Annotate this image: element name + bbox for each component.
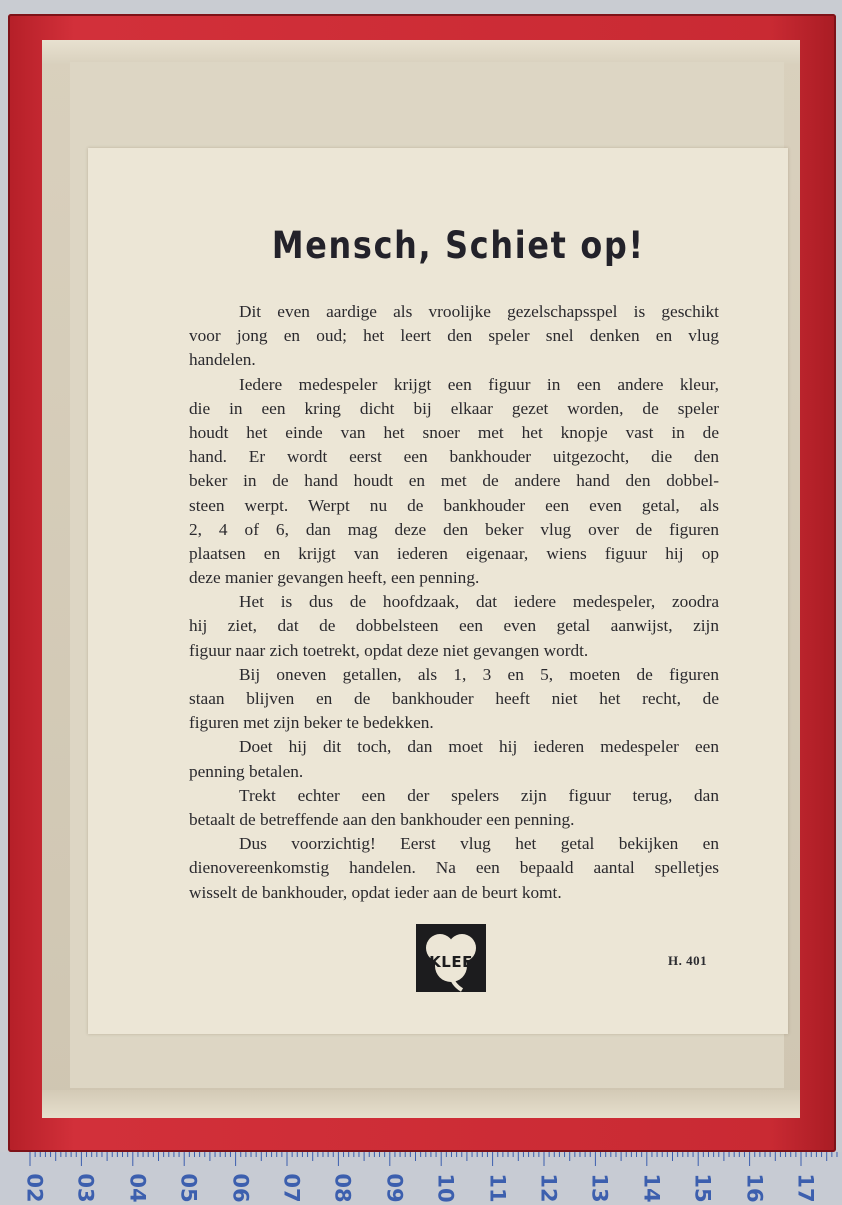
- ruler-label: 12: [536, 1173, 561, 1203]
- ruler-label: 15: [690, 1173, 715, 1203]
- rules-line: Het is dus de hoofdzaak, dat iedere medespeler, zoodra: [239, 592, 719, 612]
- rules-line: houdt het einde van het snoer met het knopje vast in de: [189, 422, 719, 442]
- rules-line: betaalt de betreffende aan den bankhouder een penning.: [189, 809, 575, 829]
- rules-line: penning betalen.: [189, 761, 304, 781]
- rules-line: hij ziet, dat de dobbelsteen een even getal aanwijst, zijn: [189, 616, 719, 636]
- rules-line: 2, 4 of 6, dan mag deze den beker vlug over de figuren: [189, 519, 719, 539]
- box-wall-top: [42, 40, 800, 64]
- rules-line: Bij oneven getallen, als 1, 3 en 5, moeten de figuren: [239, 664, 719, 684]
- rules-text: [189, 300, 719, 905]
- ruler-label: 09: [382, 1173, 407, 1203]
- document-title: Mensch, Schiet op!: [271, 224, 645, 267]
- ruler-label: 10: [433, 1173, 458, 1203]
- ruler-label: 07: [279, 1173, 304, 1203]
- rules-line: Dus voorzichtig! Eerst vlug het getal bekijken en: [239, 834, 719, 854]
- rules-line: Iedere medespeler krijgt een figuur in een andere kleur,: [239, 374, 719, 394]
- rules-line: plaatsen en krijgt van iederen eigenaar, wiens figuur hij op: [189, 543, 719, 563]
- rules-line: handelen.: [189, 350, 256, 370]
- rules-line: Trekt echter een der spelers zijn figuur terug, dan: [239, 785, 719, 805]
- rules-line: die in een kring dicht bij elkaar gezet worden, de speler: [189, 398, 719, 418]
- ruler-label: 08: [331, 1173, 356, 1203]
- logo-text: KLEE: [429, 953, 473, 971]
- ruler-label: 05: [176, 1173, 201, 1203]
- product-code: H. 401: [668, 953, 708, 968]
- klee-logo: [416, 924, 486, 992]
- ruler-label: 11: [485, 1173, 510, 1203]
- rules-line: Doet hij dit toch, dan moet hij iederen medespeler een: [239, 737, 719, 757]
- ruler-label: 02: [22, 1173, 47, 1203]
- box-wall-bottom: [42, 1090, 800, 1118]
- ruler-label: 17: [793, 1173, 818, 1203]
- rules-line: beker in de hand houdt en met de andere hand den dobbel-: [189, 471, 719, 491]
- ruler-label: 06: [228, 1173, 253, 1203]
- rules-line: Dit even aardige als vroolijke gezelschapsspel is geschikt: [239, 302, 719, 321]
- rules-line: figuren met zijn beker te bedekken.: [189, 713, 434, 733]
- rules-line: steen werpt. Werpt nu de bankhouder een even getal, als: [189, 495, 719, 515]
- rules-line: hand. Er wordt eerst een bankhouder uitgezocht, die den: [189, 447, 719, 467]
- rules-line: staan blijven en de bankhouder heeft niet het recht, de: [189, 689, 719, 708]
- ruler-label: 03: [74, 1173, 99, 1203]
- ruler-label: 13: [588, 1173, 613, 1203]
- rules-line: deze manier gevangen heeft, een penning.: [189, 568, 480, 588]
- rules-line: voor jong en oud; het leert den speler snel denken en vlug: [189, 326, 719, 346]
- ruler-label: 14: [639, 1173, 664, 1203]
- rules-line: dienovereenkomstig handelen. Na een bepaald aantal spelletjes: [189, 858, 719, 878]
- rules-line: figuur naar zich toetrekt, opdat deze niet gevangen wordt.: [189, 640, 589, 660]
- ruler-label: 16: [742, 1173, 767, 1203]
- rules-line: wisselt de bankhouder, opdat ieder aan de beurt komt.: [189, 882, 562, 902]
- ruler-label: 04: [125, 1173, 150, 1203]
